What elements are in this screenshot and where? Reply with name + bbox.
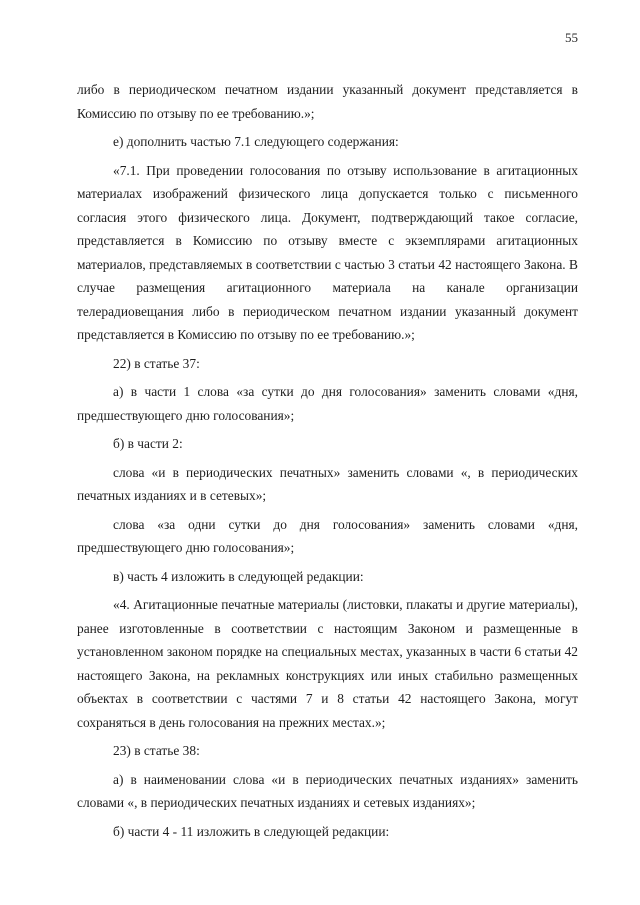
paragraph-continuation: либо в периодическом печатном издании указанный документ представляется в Комиссию по отзыву по ее требованию.»; [77, 82, 578, 121]
paragraph-item-a: а) в части 1 слова «за сутки до дня голосования» заменить словами «дня, предшествующего дню голосования»; [77, 384, 578, 423]
paragraph-item-a-38: а) в наименовании слова «и в периодических печатных изданиях» заменить словами «, в периодических печатных изданиях и сетевых изданиях»; [77, 771, 578, 810]
paragraph-item-b-38: б) части 4 - 11 изложить в следующей редакции: [113, 823, 390, 839]
document-body [77, 78, 578, 843]
paragraph-article-38-heading: 23) в статье 38: [113, 743, 200, 758]
paragraph-item-e: е) дополнить частью 7.1 следующего содержания: [113, 134, 399, 149]
page-number: 55 [565, 30, 578, 45]
paragraph-words-periodic: слова «и в периодических печатных» заменить словами «, в периодических печатных изданиях и в сетевых»; [77, 464, 578, 503]
paragraph-item-b: б) в части 2: [113, 436, 183, 451]
paragraph-quote-7-1: «7.1. При проведении голосования по отзыву использование в агитационных материалах изображений физического лица допускается только с письменного согласия этого физического лица. Документ, подтверждающий такое согласие, представляется в Комиссию по отзыву вместе с экземплярами агитационных материалов, представляемых в соответствии с частью 3 статьи 42 настоящего Закона. В случае размещения агитационного материала на канале организации телерадиовещания либо в периодическом печатном издании указанный документ представляется в Комиссию по отзыву по ее требованию.»; [77, 162, 578, 342]
paragraph-words-one-day: слова «за одни сутки до дня голосования» заменить словами «дня, предшествующего дню голосования»; [77, 516, 578, 555]
paragraph-quote-4: «4. Агитационные печатные материалы (листовки, плакаты и другие материалы), ранее изготовленные в соответствии с настоящим Законом и размещенные в установленном законом порядке на специальных местах, указанных в части 6 статьи 42 настоящего Закона, на рекламных конструкциях или иных стабильно размещенных объектах в соответствии с частями 7 и 8 статьи 42 настоящего Закона, могут сохраняться в день голосования на прежних местах.»; [77, 597, 578, 730]
paragraph-item-v: в) часть 4 изложить в следующей редакции: [113, 568, 364, 584]
paragraph-article-37-heading: 22) в статье 37: [113, 355, 200, 371]
